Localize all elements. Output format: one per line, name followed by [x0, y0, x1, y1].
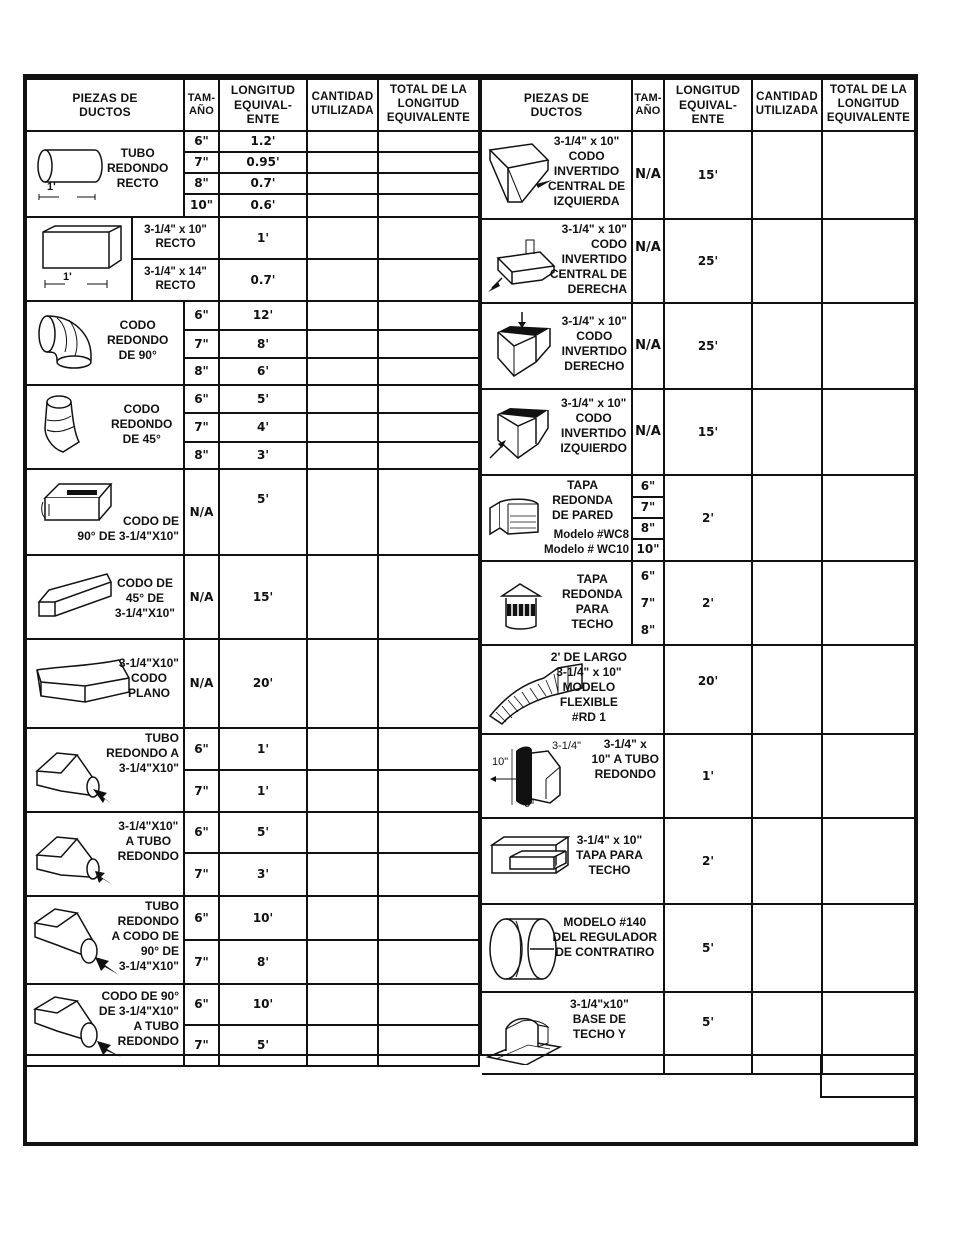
- size-cell: 7": [633, 498, 663, 519]
- total-input-cell[interactable]: [822, 818, 914, 904]
- qty-input-cell[interactable]: [307, 152, 378, 173]
- piece-regulador: [482, 904, 664, 992]
- length-cell: 25': [664, 219, 752, 303]
- qty-input-cell[interactable]: [752, 818, 822, 904]
- length-cell: 5': [219, 385, 307, 413]
- header-length: LONGITUD EQUIVAL- ENTE: [219, 79, 307, 131]
- length-cell: 5': [219, 812, 307, 853]
- qty-input-cell[interactable]: [752, 645, 822, 734]
- total-input-cell[interactable]: [822, 219, 914, 303]
- total-input-cell[interactable]: [378, 194, 479, 217]
- inverted-center-right-elbow-icon: [486, 226, 556, 296]
- backdraft-damper-icon: [486, 911, 562, 985]
- qty-input-cell[interactable]: [307, 728, 378, 770]
- total-input-cell[interactable]: [378, 131, 479, 152]
- length-cell: 8': [219, 940, 307, 984]
- size-cell: N/A: [632, 219, 664, 303]
- length-cell: 1': [664, 734, 752, 818]
- flexible-label: 2' DE LARGO 3-1/4" x 10" MODELO FLEXIBLE #RD 1: [550, 650, 627, 724]
- piece-codo-90: [27, 301, 184, 385]
- total-input-cell[interactable]: [378, 469, 479, 555]
- rect-to-round-transition-icon: [33, 827, 113, 889]
- round-elbow-45-icon: [39, 392, 87, 458]
- length-cell: 20': [219, 639, 307, 728]
- piece-inv-der: [482, 219, 632, 303]
- aTuboRed-dim-6: 6": [524, 798, 535, 810]
- size-cell: 10": [636, 542, 660, 556]
- invDerecho-label: 3-1/4" x 10" CODO INVERTIDO DERECHO: [561, 314, 627, 373]
- qty-input-cell[interactable]: [752, 219, 822, 303]
- header-length: LONGITUD EQUIVAL- ENTE: [664, 79, 752, 131]
- size-cell: 6": [633, 477, 663, 498]
- qty-input-cell[interactable]: [752, 389, 822, 475]
- total-input-cell[interactable]: [822, 645, 914, 734]
- piece-tubo-recto: [27, 131, 184, 217]
- base-label: 3-1/4"x10" BASE DE TECHO Y: [570, 997, 629, 1041]
- qty-input-cell[interactable]: [307, 301, 378, 330]
- total-input-cell[interactable]: [378, 152, 479, 173]
- length-cell: 10': [219, 984, 307, 1025]
- codoTubo-label: CODO DE 90° DE 3-1/4"X10" A TUBO REDONDO: [98, 989, 179, 1048]
- total-input-cell[interactable]: [378, 770, 479, 812]
- length-cell: 15': [664, 131, 752, 219]
- total-input-cell[interactable]: [822, 561, 914, 645]
- tubo-dim: 1': [47, 181, 56, 193]
- length-cell: 5': [219, 1025, 307, 1066]
- size-cell: 7": [184, 853, 219, 896]
- qty-input-cell[interactable]: [307, 131, 378, 152]
- qty-input-cell[interactable]: [307, 358, 378, 385]
- piece-tapa-techo: [482, 561, 632, 645]
- size-cell: 8": [640, 622, 656, 637]
- size-cell: N/A: [632, 303, 664, 389]
- qty-input-cell[interactable]: [307, 385, 378, 413]
- size-cell: 6": [640, 568, 656, 583]
- length-cell: 2': [664, 561, 752, 645]
- total-input-cell[interactable]: [378, 728, 479, 770]
- total-input-cell[interactable]: [378, 853, 479, 896]
- round-pipe-icon: [33, 142, 103, 202]
- qty-input-cell[interactable]: [307, 639, 378, 728]
- tapa-pared-sizes: [632, 475, 664, 561]
- total-input-cell[interactable]: [378, 358, 479, 385]
- plano-label: 3-1/4"X10" CODO PLANO: [118, 656, 179, 700]
- aTubo-label: 3-1/4"X10" A TUBO REDONDO: [117, 819, 179, 863]
- tapaTechoRect-label: 3-1/4" x 10" TAPA PARA TECHO: [576, 833, 643, 877]
- qty-input-cell[interactable]: [307, 259, 378, 301]
- length-cell: 0.95': [219, 152, 307, 173]
- total-input-cell[interactable]: [378, 413, 479, 441]
- size-cell: 7": [184, 1025, 219, 1066]
- size-cell: 10": [184, 194, 219, 217]
- piece-recto: [27, 217, 132, 301]
- header-row: [482, 79, 914, 131]
- length-cell: 6': [219, 358, 307, 385]
- codo45-label: CODO REDONDO DE 45°: [111, 402, 173, 446]
- length-cell: 1': [219, 770, 307, 812]
- inverted-left-elbow-icon: [488, 400, 552, 464]
- length-cell: 0.7': [219, 173, 307, 194]
- size-cell: 6": [184, 385, 219, 413]
- total-input-cell[interactable]: [378, 217, 479, 259]
- size-cell: 7": [184, 413, 219, 441]
- invDer-label: 3-1/4" x 10" CODO INVERTIDO CENTRAL DE DERECHA: [549, 222, 627, 296]
- regulador-label: MODELO #140 DEL REGULADOR DE CONTRATIRO: [552, 915, 657, 959]
- length-cell: 8': [219, 330, 307, 359]
- tapaPared-model-wc8: Modelo #WC8: [553, 529, 629, 541]
- total-input-cell[interactable]: [378, 385, 479, 413]
- inverted-right-elbow-icon: [490, 310, 554, 384]
- tapaTecho-label: TAPA REDONDA PARA TECHO: [562, 572, 623, 631]
- header-total: TOTAL DE LA LONGITUD EQUIVALENTE: [378, 79, 479, 131]
- aTuboRed-label: 3-1/4" x 10" A TUBO REDONDO: [591, 737, 659, 781]
- length-cell: 1': [219, 728, 307, 770]
- piece-codo-45: [27, 385, 184, 469]
- length-cell: 1': [219, 217, 307, 259]
- size-cell: 8": [184, 173, 219, 194]
- rect-roof-cap-icon: [488, 833, 572, 889]
- totals-area: [27, 1054, 914, 1142]
- size-cell: 8": [633, 519, 663, 540]
- size-cell: 6": [184, 301, 219, 330]
- wall-cap-icon: [486, 498, 542, 538]
- header-size: TAM- AÑO: [632, 79, 664, 131]
- qty-input-cell[interactable]: [307, 194, 378, 217]
- length-cell: 4': [219, 413, 307, 441]
- length-cell: 5': [664, 992, 752, 1074]
- qty-input-cell[interactable]: [752, 131, 822, 219]
- size-cell: 6": [184, 896, 219, 940]
- header-pieces: PIEZAS DE DUCTOS: [27, 79, 184, 131]
- length-cell: 1.2': [219, 131, 307, 152]
- size-cell: N/A: [632, 131, 664, 219]
- header-qty: CANTIDAD UTILIZADA: [752, 79, 822, 131]
- qty-input-cell[interactable]: [307, 812, 378, 853]
- total-input-cell[interactable]: [378, 812, 479, 853]
- qty-input-cell[interactable]: [307, 940, 378, 984]
- qty-input-cell[interactable]: [307, 469, 378, 555]
- grand-total-input-cell[interactable]: [820, 1056, 914, 1098]
- total-input-cell[interactable]: [378, 896, 479, 940]
- piece-tubo-a-rect: [27, 728, 184, 812]
- recto-label-14: 3-1/4" x 14" RECTO: [132, 259, 219, 301]
- piece-tapa-techo-rect: [482, 818, 664, 904]
- tuboCodo-label: TUBO REDONDO A CODO DE 90° DE 3-1/4"X10": [111, 899, 179, 973]
- total-input-cell[interactable]: [822, 303, 914, 389]
- total-input-cell[interactable]: [822, 389, 914, 475]
- total-input-cell[interactable]: [822, 131, 914, 219]
- total-input-cell[interactable]: [822, 475, 914, 561]
- size-cell: 7": [184, 152, 219, 173]
- duct-table-sheet: [23, 74, 918, 1146]
- piece-codo-plano: [27, 639, 184, 728]
- round-to-rect-transition-icon: [33, 741, 113, 807]
- qty-input-cell[interactable]: [307, 770, 378, 812]
- length-cell: 12': [219, 301, 307, 330]
- size-cell: 6": [184, 728, 219, 770]
- length-cell: 15': [664, 389, 752, 475]
- piece-inv-izq: [482, 131, 632, 219]
- length-cell: 10': [219, 896, 307, 940]
- codo90rect-label: CODO DE 90° DE 3-1/4"X10": [77, 514, 179, 543]
- recto-label-10: 3-1/4" x 10" RECTO: [132, 217, 219, 259]
- tubo-label: TUBO REDONDO RECTO: [107, 146, 169, 190]
- recto-dim: 1': [63, 271, 72, 283]
- total-input-cell[interactable]: [378, 639, 479, 728]
- codo45rect-label: CODO DE 45° DE 3-1/4"X10": [114, 576, 175, 620]
- size-cell: 7": [184, 940, 219, 984]
- invIzq-label: 3-1/4" x 10" CODO INVERTIDO CENTRAL DE IZQUIERDA: [548, 134, 626, 208]
- tapaPared-model-wc10: Modelo # WC10: [544, 544, 629, 556]
- size-cell: N/A: [184, 555, 219, 639]
- rect-duct-icon: [35, 224, 125, 292]
- right-duct-table: [482, 78, 914, 1075]
- tuboA-label: TUBO REDONDO A 3-1/4"X10": [106, 731, 179, 775]
- qty-input-cell[interactable]: [307, 896, 378, 940]
- invIzquierdo-label: 3-1/4" x 10" CODO INVERTIDO IZQUIERDO: [560, 396, 627, 455]
- size-cell: 6": [184, 984, 219, 1025]
- rect-elbow-45-icon: [35, 572, 115, 620]
- qty-input-cell[interactable]: [752, 475, 822, 561]
- size-cell: 7": [640, 595, 656, 610]
- roof-cap-icon: [498, 580, 544, 632]
- total-input-cell[interactable]: [378, 555, 479, 639]
- aTuboRed-dim-10: 10": [492, 756, 509, 768]
- header-qty: CANTIDAD UTILIZADA: [307, 79, 378, 131]
- length-cell: 15': [219, 555, 307, 639]
- qty-input-cell[interactable]: [307, 173, 378, 194]
- piece-flexible: [482, 645, 664, 734]
- length-cell: 20': [664, 645, 752, 734]
- tapaPared-label: TAPA REDONDA DE PARED: [552, 478, 614, 522]
- total-input-cell[interactable]: [822, 904, 914, 992]
- total-input-cell[interactable]: [822, 734, 914, 818]
- piece-codo-45-rect: [27, 555, 184, 639]
- total-input-cell[interactable]: [378, 984, 479, 1025]
- qty-input-cell[interactable]: [307, 330, 378, 359]
- piece-inv-izquierdo: [482, 389, 632, 475]
- length-cell: 0.7': [219, 259, 307, 301]
- header-total: TOTAL DE LA LONGITUD EQUIVALENTE: [822, 79, 914, 131]
- qty-input-cell[interactable]: [752, 734, 822, 818]
- total-input-cell[interactable]: [378, 301, 479, 330]
- round-elbow-90-icon: [35, 310, 95, 374]
- size-cell: 7": [184, 330, 219, 359]
- size-cell: 6": [184, 812, 219, 853]
- piece-tapa-pared: [482, 475, 632, 561]
- total-input-cell[interactable]: [378, 442, 479, 469]
- left-duct-table: [27, 78, 480, 1067]
- size-cell: 8": [184, 442, 219, 469]
- round-to-rect-elbow-icon: [31, 905, 121, 979]
- piece-a-tubo-redondo: [482, 734, 664, 818]
- size-cell: N/A: [632, 389, 664, 475]
- inverted-center-left-elbow-icon: [486, 140, 552, 206]
- aTuboRed-dim-314: 3-1/4": [552, 740, 581, 752]
- qty-input-cell[interactable]: [307, 984, 378, 1025]
- size-cell: 6": [184, 131, 219, 152]
- size-cell: N/A: [184, 469, 219, 555]
- size-cell: 8": [184, 358, 219, 385]
- length-cell: 3': [219, 442, 307, 469]
- piece-rect-a-tubo: [27, 812, 184, 896]
- header-row: [27, 79, 479, 131]
- length-cell: 5': [219, 469, 307, 555]
- length-cell: 25': [664, 303, 752, 389]
- size-cell: N/A: [184, 639, 219, 728]
- total-input-cell[interactable]: [378, 330, 479, 359]
- total-input-cell[interactable]: [378, 940, 479, 984]
- total-input-cell[interactable]: [378, 173, 479, 194]
- piece-inv-derecho: [482, 303, 632, 389]
- qty-input-cell[interactable]: [752, 904, 822, 992]
- total-input-cell[interactable]: [378, 259, 479, 301]
- qty-input-cell[interactable]: [752, 561, 822, 645]
- qty-input-cell[interactable]: [307, 555, 378, 639]
- qty-input-cell[interactable]: [307, 442, 378, 469]
- qty-input-cell[interactable]: [752, 303, 822, 389]
- qty-input-cell[interactable]: [307, 853, 378, 896]
- size-cell: 7": [184, 770, 219, 812]
- qty-input-cell[interactable]: [307, 413, 378, 441]
- length-cell: 2': [664, 475, 752, 561]
- codo90-label: CODO REDONDO DE 90°: [107, 318, 169, 362]
- qty-input-cell[interactable]: [307, 217, 378, 259]
- length-cell: 5': [664, 904, 752, 992]
- piece-codo-90-rect: [27, 469, 184, 555]
- header-pieces: PIEZAS DE DUCTOS: [482, 79, 632, 131]
- length-cell: 2': [664, 818, 752, 904]
- piece-tubo-codo: [27, 896, 184, 984]
- length-cell: 3': [219, 853, 307, 896]
- tapa-techo-sizes: [632, 561, 664, 645]
- header-size: TAM- AÑO: [184, 79, 219, 131]
- length-cell: 0.6': [219, 194, 307, 217]
